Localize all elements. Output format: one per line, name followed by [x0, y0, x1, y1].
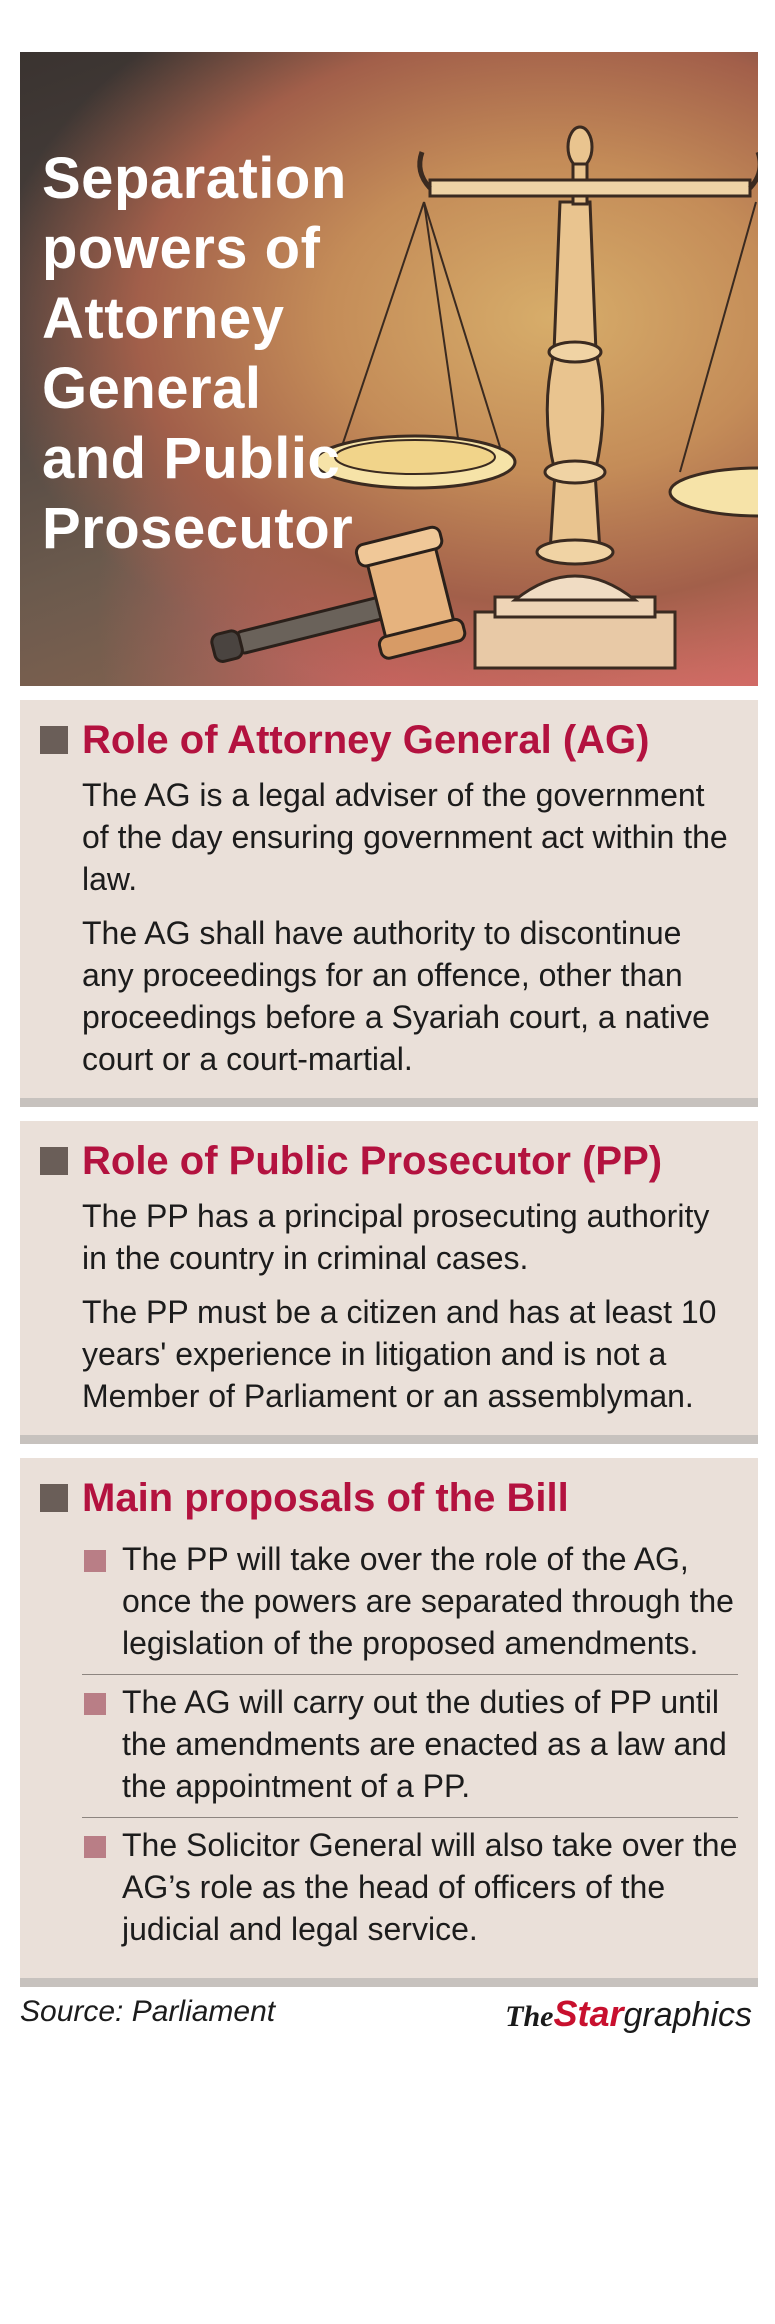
square-bullet-icon [40, 1484, 68, 1512]
footer [20, 1993, 758, 2033]
square-bullet-icon [84, 1550, 106, 1572]
list-item [82, 1818, 738, 1960]
section-attorney-general [20, 700, 758, 1107]
section-header [40, 1472, 738, 1524]
list-item-text: The AG will carry out the duties of PP until the amendments are enacted as a law and the appointment of a PP. [122, 1684, 727, 1804]
section-paragraph: The AG shall have authority to discontinue any proceedings for an offence, other than proceedings before a Syariah court, a native court or a court-martial. [82, 915, 710, 1077]
list-item [82, 1675, 738, 1818]
square-bullet-icon [40, 1147, 68, 1175]
hero-title-line: Separation [42, 146, 347, 211]
hero-title-line: General [42, 356, 262, 421]
square-bullet-icon [84, 1693, 106, 1715]
section-title: Role of Attorney General (AG) [82, 718, 650, 762]
section-public-prosecutor [20, 1121, 758, 1444]
brand-logo [505, 1993, 752, 2035]
brand-graphics: graphics [623, 1996, 752, 2034]
section-paragraph: The PP has a principal prosecuting authority in the country in criminal cases. [82, 1198, 710, 1276]
section-paragraph: The PP must be a citizen and has at least 10 years' experience in litigation and is not a Member of Parliament or an assemblyman. [82, 1294, 717, 1414]
hero-banner [20, 52, 758, 686]
source-credit: Source: Parliament [20, 1995, 276, 2028]
hero-title-line: Prosecutor [42, 496, 354, 561]
hero-title-line: and Public [42, 426, 341, 491]
section-title: Main proposals of the Bill [82, 1476, 569, 1520]
hero-title-line: Attorney [42, 286, 285, 351]
infographic [20, 52, 758, 2033]
square-bullet-icon [40, 726, 68, 754]
list-item-text: The Solicitor General will also take over the AG’s role as the head of officers of the judicial and legal service. [122, 1827, 738, 1947]
section-header [40, 1135, 738, 1187]
section-title: Role of Public Prosecutor (PP) [82, 1139, 663, 1183]
list-item-text: The PP will take over the role of the AG, once the powers are separated through the legislation of the proposed amendments. [122, 1541, 734, 1661]
brand-star: Star [553, 1993, 624, 2034]
section-paragraph: The AG is a legal adviser of the government of the day ensuring government act within the law. [82, 777, 728, 897]
brand-the: The [505, 2000, 554, 2033]
hero-title [42, 144, 353, 564]
section-main-proposals [20, 1458, 758, 1987]
square-bullet-icon [84, 1836, 106, 1858]
section-header [40, 714, 738, 766]
proposal-list [82, 1532, 738, 1960]
list-item [82, 1532, 738, 1675]
hero-title-line: powers of [42, 216, 321, 281]
